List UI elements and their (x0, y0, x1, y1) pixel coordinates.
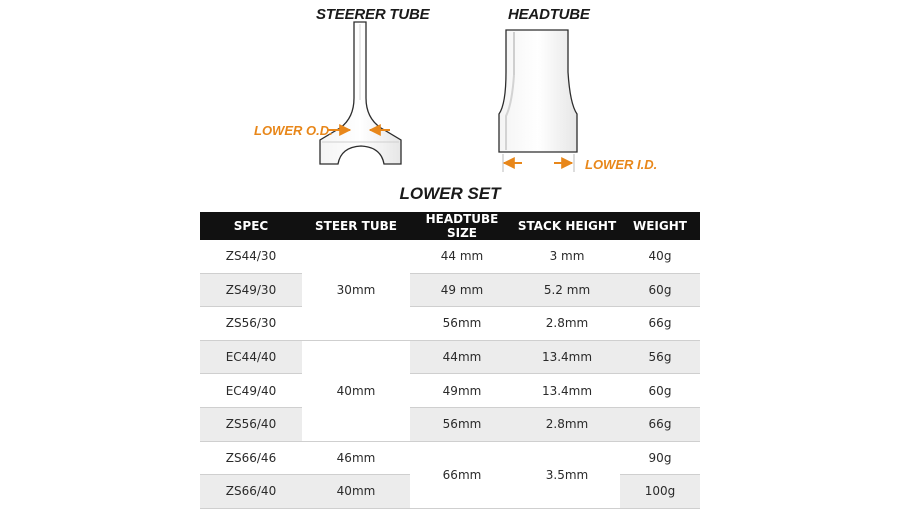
headtube-title: HEADTUBE (508, 6, 590, 23)
cell-weight: 100g (620, 475, 700, 509)
lower-id-label: LOWER I.D. (585, 157, 658, 172)
cell-headtube-size: 49mm (410, 374, 514, 408)
spec-table (200, 212, 700, 509)
cell-steer-tube: 40mm (302, 475, 410, 509)
table-row (200, 240, 700, 273)
table-row (200, 307, 700, 341)
cell-weight: 60g (620, 273, 700, 307)
cell-steer-tube: 46mm (302, 441, 410, 475)
header-weight: WEIGHT (620, 212, 700, 240)
lower-od-label: LOWER O.D. (254, 123, 333, 138)
cell-weight: 66g (620, 307, 700, 341)
cell-stack-height: 13.4mm (514, 374, 620, 408)
header-stack-height: STACK HEIGHT (514, 212, 620, 240)
table-row (200, 407, 700, 441)
cell-weight: 56g (620, 340, 700, 374)
table-row (200, 374, 700, 408)
table-row (200, 340, 700, 374)
parts-diagram (0, 0, 900, 185)
cell-weight: 90g (620, 441, 700, 475)
cell-stack-height: 2.8mm (514, 407, 620, 441)
cell-steer-tube: 30mm (302, 240, 410, 340)
cell-spec: ZS66/46 (200, 441, 302, 475)
cell-weight: 40g (620, 240, 700, 273)
cell-headtube-size: 44mm (410, 340, 514, 374)
cell-stack-height: 13.4mm (514, 340, 620, 374)
cell-stack-height: 3 mm (514, 240, 620, 273)
cell-headtube-size: 44 mm (410, 240, 514, 273)
cell-spec: EC44/40 (200, 340, 302, 374)
cell-headtube-size: 49 mm (410, 273, 514, 307)
cell-spec: ZS56/40 (200, 407, 302, 441)
cell-spec: EC49/40 (200, 374, 302, 408)
cell-weight: 66g (620, 407, 700, 441)
cell-headtube-size: 56mm (410, 307, 514, 341)
steerer-tube-title: STEERER TUBE (316, 6, 430, 23)
cell-spec: ZS44/30 (200, 240, 302, 273)
cell-spec: ZS56/30 (200, 307, 302, 341)
steerer-tube-drawing (320, 22, 401, 164)
header-spec: SPEC (200, 212, 302, 240)
cell-stack-height: 3.5mm (514, 441, 620, 508)
cell-weight: 60g (620, 374, 700, 408)
cell-stack-height: 2.8mm (514, 307, 620, 341)
table-header-row (200, 212, 700, 240)
cell-steer-tube: 40mm (302, 340, 410, 441)
cell-stack-height: 5.2 mm (514, 273, 620, 307)
headtube-drawing (499, 30, 577, 172)
lower-set-title: LOWER SET (399, 184, 501, 203)
table-row (200, 441, 700, 475)
table-row (200, 273, 700, 307)
header-headtube-size: HEADTUBE SIZE (410, 212, 514, 240)
cell-spec: ZS49/30 (200, 273, 302, 307)
header-steer-tube: STEER TUBE (302, 212, 410, 240)
cell-headtube-size: 66mm (410, 441, 514, 508)
cell-headtube-size: 56mm (410, 407, 514, 441)
cell-spec: ZS66/40 (200, 475, 302, 509)
